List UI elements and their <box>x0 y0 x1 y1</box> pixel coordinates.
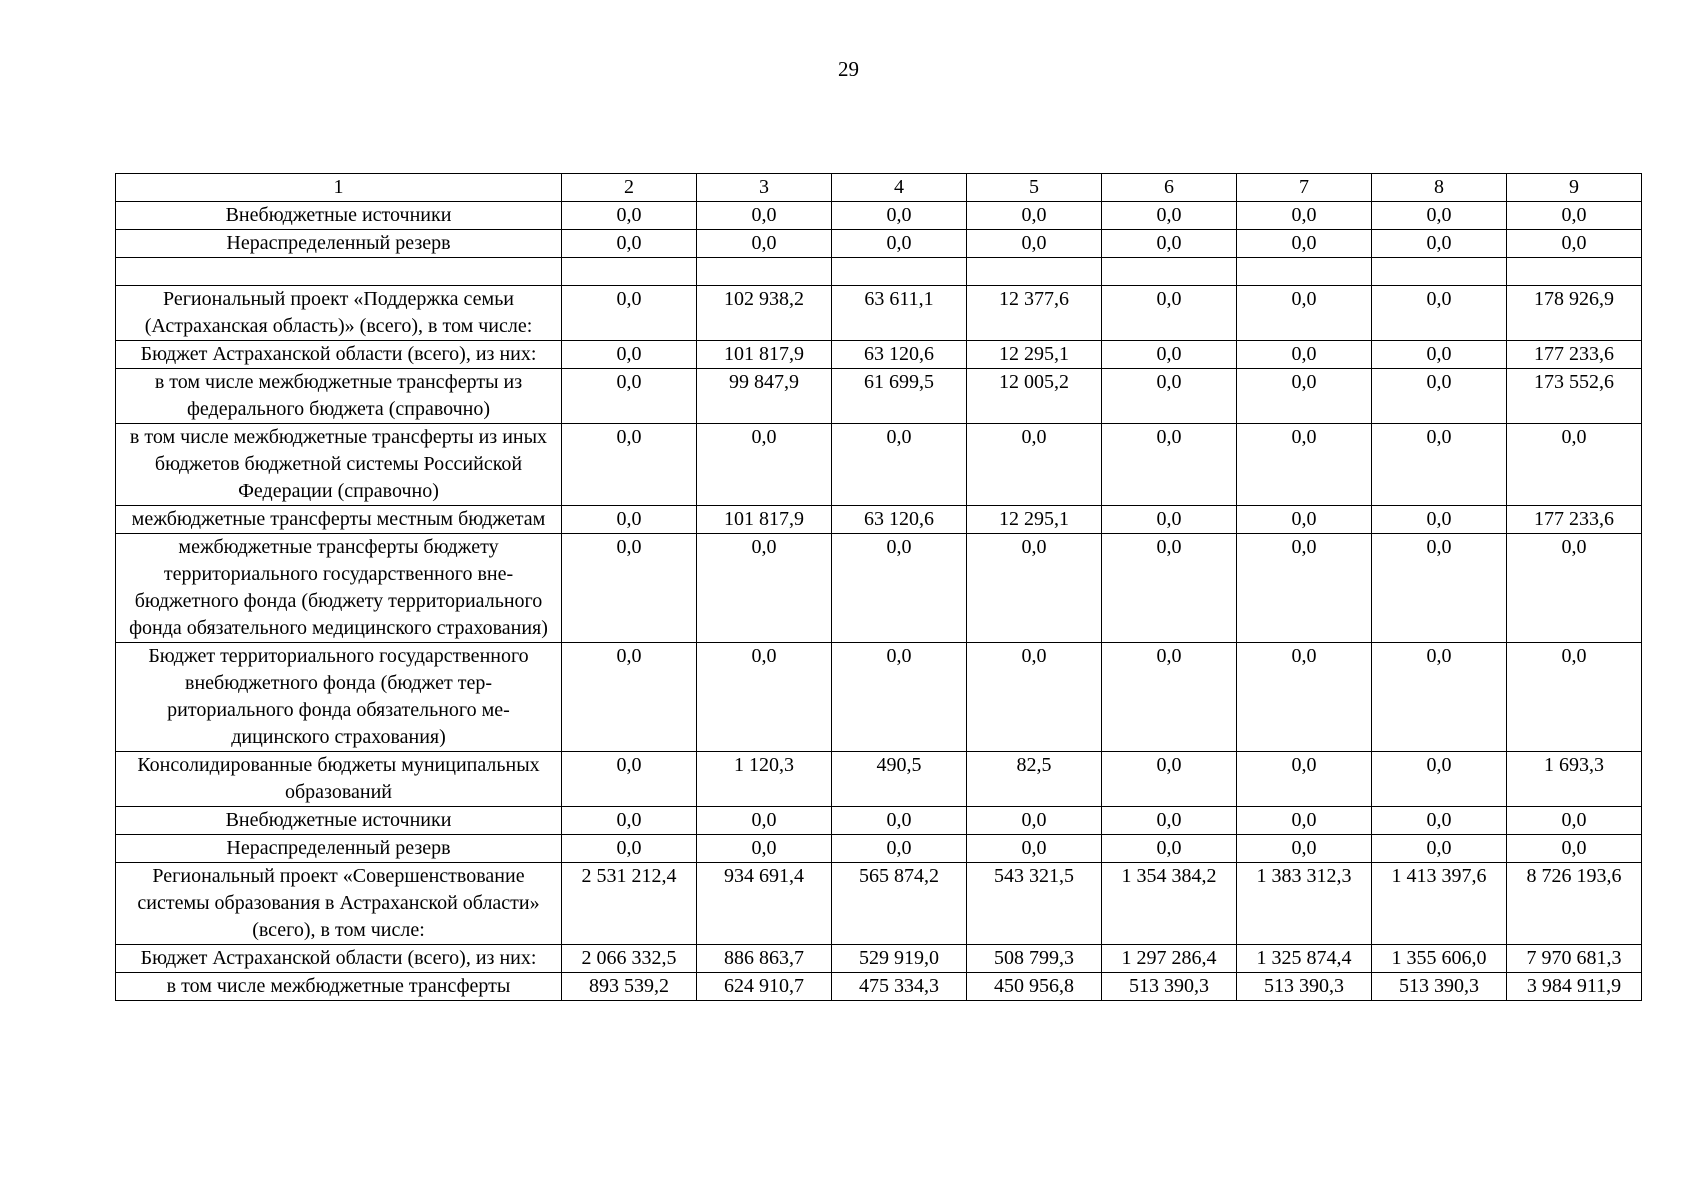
cell-value: 0,0 <box>562 202 697 230</box>
column-header-7: 7 <box>1237 174 1372 202</box>
table-row <box>116 534 1642 643</box>
column-header-1: 1 <box>116 174 562 202</box>
cell-value: 0,0 <box>1372 202 1507 230</box>
cell-value: 0,0 <box>562 286 697 341</box>
table-row <box>116 424 1642 506</box>
row-label: Бюджет территориального государственного внебюджетного фонда (бюджет территориального фонда обязательного медицинского страхования) <box>116 643 562 752</box>
cell-value: 99 847,9 <box>697 369 832 424</box>
cell-value: 0,0 <box>1102 341 1237 369</box>
cell-value: 0,0 <box>967 534 1102 643</box>
cell-value: 0,0 <box>562 369 697 424</box>
column-header-9: 9 <box>1507 174 1642 202</box>
cell-value: 0,0 <box>1372 807 1507 835</box>
cell-value: 934 691,4 <box>697 863 832 945</box>
cell-value: 0,0 <box>1102 835 1237 863</box>
cell-value: 0,0 <box>1237 807 1372 835</box>
cell-value: 0,0 <box>967 230 1102 258</box>
cell-value: 0,0 <box>697 534 832 643</box>
cell-value: 624 910,7 <box>697 973 832 1001</box>
cell-value: 0,0 <box>697 202 832 230</box>
cell-value <box>1372 258 1507 286</box>
column-header-4: 4 <box>832 174 967 202</box>
row-label: Внебюджетные источники <box>116 202 562 230</box>
table-row <box>116 341 1642 369</box>
cell-value: 0,0 <box>697 424 832 506</box>
cell-value: 0,0 <box>967 835 1102 863</box>
cell-value: 61 699,5 <box>832 369 967 424</box>
cell-value: 1 413 397,6 <box>1372 863 1507 945</box>
cell-value: 0,0 <box>1237 752 1372 807</box>
cell-value: 475 334,3 <box>832 973 967 1001</box>
cell-value: 12 005,2 <box>967 369 1102 424</box>
cell-value: 0,0 <box>1237 506 1372 534</box>
cell-value: 513 390,3 <box>1237 973 1372 1001</box>
row-label: в том числе межбюджетные трансферты из иных бюджетов бюджетной системы Российской Федерации (справочно) <box>116 424 562 506</box>
cell-value: 543 321,5 <box>967 863 1102 945</box>
cell-value <box>1237 258 1372 286</box>
row-label <box>116 258 562 286</box>
cell-value: 0,0 <box>967 202 1102 230</box>
cell-value <box>562 258 697 286</box>
cell-value: 0,0 <box>1237 230 1372 258</box>
cell-value: 102 938,2 <box>697 286 832 341</box>
row-label: в том числе межбюджетные трансферты из федерального бюджета (справочно) <box>116 369 562 424</box>
cell-value: 0,0 <box>697 230 832 258</box>
cell-value: 0,0 <box>1237 286 1372 341</box>
cell-value: 0,0 <box>1372 752 1507 807</box>
table-row <box>116 230 1642 258</box>
table-row <box>116 863 1642 945</box>
cell-value: 177 233,6 <box>1507 506 1642 534</box>
cell-value: 0,0 <box>1372 341 1507 369</box>
cell-value: 1 693,3 <box>1507 752 1642 807</box>
cell-value: 178 926,9 <box>1507 286 1642 341</box>
cell-value: 12 295,1 <box>967 341 1102 369</box>
cell-value: 529 919,0 <box>832 945 967 973</box>
row-label: в том числе межбюджетные трансферты <box>116 973 562 1001</box>
budget-table <box>115 173 1642 1001</box>
cell-value: 0,0 <box>1102 506 1237 534</box>
cell-value: 0,0 <box>832 424 967 506</box>
cell-value: 177 233,6 <box>1507 341 1642 369</box>
cell-value: 0,0 <box>697 807 832 835</box>
cell-value: 0,0 <box>832 807 967 835</box>
cell-value: 0,0 <box>1507 424 1642 506</box>
cell-value: 0,0 <box>1102 752 1237 807</box>
cell-value: 0,0 <box>1237 835 1372 863</box>
cell-value: 0,0 <box>832 534 967 643</box>
cell-value: 2 531 212,4 <box>562 863 697 945</box>
cell-value: 0,0 <box>1102 424 1237 506</box>
table-row <box>116 643 1642 752</box>
cell-value: 0,0 <box>1102 230 1237 258</box>
cell-value: 3 984 911,9 <box>1507 973 1642 1001</box>
cell-value: 0,0 <box>832 835 967 863</box>
cell-value: 7 970 681,3 <box>1507 945 1642 973</box>
table-row <box>116 202 1642 230</box>
cell-value: 565 874,2 <box>832 863 967 945</box>
row-label: Региональный проект «Поддержка семьи (Астраханская область)» (всего), в том числе: <box>116 286 562 341</box>
cell-value: 0,0 <box>1507 202 1642 230</box>
cell-value: 1 325 874,4 <box>1237 945 1372 973</box>
row-label: Консолидированные бюджеты муниципальных образований <box>116 752 562 807</box>
cell-value: 173 552,6 <box>1507 369 1642 424</box>
cell-value: 0,0 <box>562 534 697 643</box>
cell-value <box>697 258 832 286</box>
cell-value: 63 120,6 <box>832 506 967 534</box>
row-label: Бюджет Астраханской области (всего), из них: <box>116 341 562 369</box>
cell-value: 0,0 <box>1372 643 1507 752</box>
cell-value: 0,0 <box>1237 534 1372 643</box>
cell-value: 8 726 193,6 <box>1507 863 1642 945</box>
row-label: Нераспределенный резерв <box>116 230 562 258</box>
row-label: межбюджетные трансферты бюджету территориального государственного внебюджетного фонда (бюджету территориального фонда обязательного медицинского страхования) <box>116 534 562 643</box>
cell-value: 0,0 <box>1507 534 1642 643</box>
cell-value: 0,0 <box>1507 807 1642 835</box>
cell-value: 0,0 <box>562 835 697 863</box>
column-number-row <box>116 174 1642 202</box>
cell-value: 0,0 <box>1237 424 1372 506</box>
table-row <box>116 286 1642 341</box>
cell-value: 0,0 <box>1237 341 1372 369</box>
cell-value: 0,0 <box>1372 424 1507 506</box>
cell-value: 0,0 <box>1372 230 1507 258</box>
table-row <box>116 945 1642 973</box>
cell-value: 0,0 <box>1372 835 1507 863</box>
cell-value: 1 120,3 <box>697 752 832 807</box>
cell-value: 101 817,9 <box>697 341 832 369</box>
cell-value: 490,5 <box>832 752 967 807</box>
cell-value: 1 355 606,0 <box>1372 945 1507 973</box>
cell-value: 0,0 <box>1102 202 1237 230</box>
cell-value <box>1507 258 1642 286</box>
column-header-5: 5 <box>967 174 1102 202</box>
page-number: 29 <box>838 57 859 81</box>
column-header-6: 6 <box>1102 174 1237 202</box>
cell-value: 0,0 <box>1102 369 1237 424</box>
cell-value: 0,0 <box>562 424 697 506</box>
cell-value: 0,0 <box>1507 643 1642 752</box>
cell-value: 1 297 286,4 <box>1102 945 1237 973</box>
cell-value: 0,0 <box>1237 369 1372 424</box>
cell-value: 0,0 <box>697 643 832 752</box>
cell-value: 513 390,3 <box>1372 973 1507 1001</box>
cell-value: 63 120,6 <box>832 341 967 369</box>
cell-value <box>967 258 1102 286</box>
cell-value: 0,0 <box>1507 230 1642 258</box>
column-header-8: 8 <box>1372 174 1507 202</box>
cell-value: 508 799,3 <box>967 945 1102 973</box>
cell-value: 0,0 <box>1372 286 1507 341</box>
cell-value: 0,0 <box>1237 643 1372 752</box>
row-label: Внебюджетные источники <box>116 807 562 835</box>
cell-value: 0,0 <box>1102 534 1237 643</box>
table-row <box>116 835 1642 863</box>
cell-value: 0,0 <box>562 752 697 807</box>
cell-value: 12 377,6 <box>967 286 1102 341</box>
cell-value: 450 956,8 <box>967 973 1102 1001</box>
cell-value: 0,0 <box>1102 286 1237 341</box>
cell-value: 12 295,1 <box>967 506 1102 534</box>
column-header-2: 2 <box>562 174 697 202</box>
cell-value: 2 066 332,5 <box>562 945 697 973</box>
cell-value: 0,0 <box>1372 534 1507 643</box>
cell-value: 0,0 <box>832 202 967 230</box>
cell-value: 0,0 <box>562 341 697 369</box>
cell-value: 886 863,7 <box>697 945 832 973</box>
table-body <box>116 202 1642 1001</box>
table-row <box>116 973 1642 1001</box>
cell-value: 0,0 <box>1372 506 1507 534</box>
cell-value: 513 390,3 <box>1102 973 1237 1001</box>
cell-value: 0,0 <box>967 643 1102 752</box>
table-row <box>116 752 1642 807</box>
cell-value: 0,0 <box>562 807 697 835</box>
column-header-3: 3 <box>697 174 832 202</box>
table-row <box>116 807 1642 835</box>
cell-value: 0,0 <box>562 230 697 258</box>
row-label: Региональный проект «Совершенствование системы образования в Астраханской области» (всего), в том числе: <box>116 863 562 945</box>
cell-value: 0,0 <box>832 230 967 258</box>
row-label: Бюджет Астраханской области (всего), из них: <box>116 945 562 973</box>
cell-value: 893 539,2 <box>562 973 697 1001</box>
table-row <box>116 258 1642 286</box>
cell-value: 0,0 <box>832 643 967 752</box>
row-label: межбюджетные трансферты местным бюджетам <box>116 506 562 534</box>
table-row <box>116 369 1642 424</box>
cell-value <box>832 258 967 286</box>
cell-value: 0,0 <box>1237 202 1372 230</box>
cell-value: 0,0 <box>967 807 1102 835</box>
cell-value: 0,0 <box>1372 369 1507 424</box>
cell-value <box>1102 258 1237 286</box>
cell-value: 63 611,1 <box>832 286 967 341</box>
cell-value: 0,0 <box>967 424 1102 506</box>
cell-value: 0,0 <box>1102 807 1237 835</box>
cell-value: 1 383 312,3 <box>1237 863 1372 945</box>
table-row <box>116 506 1642 534</box>
cell-value: 0,0 <box>562 506 697 534</box>
cell-value: 0,0 <box>562 643 697 752</box>
cell-value: 82,5 <box>967 752 1102 807</box>
cell-value: 0,0 <box>697 835 832 863</box>
row-label: Нераспределенный резерв <box>116 835 562 863</box>
cell-value: 0,0 <box>1102 643 1237 752</box>
cell-value: 1 354 384,2 <box>1102 863 1237 945</box>
cell-value: 101 817,9 <box>697 506 832 534</box>
cell-value: 0,0 <box>1507 835 1642 863</box>
